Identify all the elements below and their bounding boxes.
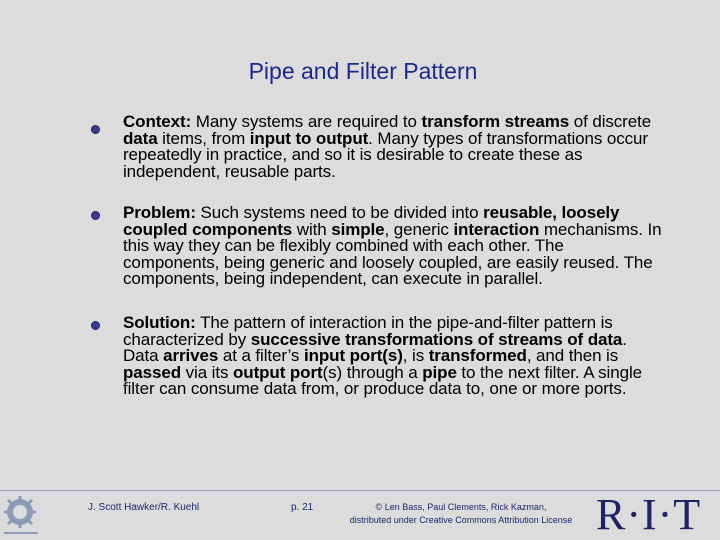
bullet-text: , is bbox=[402, 346, 429, 366]
bullet-text: Such systems need to be divided into bbox=[195, 203, 484, 222]
footer-page-number: p. 21 bbox=[291, 502, 314, 513]
bullet-text: via its bbox=[181, 362, 234, 382]
bullet-text: mechanisms. In this way they can be flexibly combined with each other. The components, being generic and loosely coupled, are easily reused. The components, being independent, can execute in parallel. bbox=[123, 219, 662, 289]
footer-author: J. Scott Hawker/R. Kuehl bbox=[88, 502, 200, 513]
bullet-text: with bbox=[292, 219, 332, 239]
bold-term: Solution: bbox=[123, 313, 196, 332]
bullet-marker-icon bbox=[91, 125, 100, 134]
bold-term: interaction bbox=[453, 219, 540, 239]
footer-copyright-line1: © Len Bass, Paul Clements, Rick Kazman, bbox=[375, 502, 547, 512]
bullet-solution bbox=[123, 315, 663, 398]
bold-term: output port bbox=[233, 362, 323, 382]
bullet-text: items, from bbox=[157, 128, 250, 148]
bullet-context bbox=[123, 114, 663, 180]
footer-copyright-line2: distributed under Creative Commons Attribution License bbox=[349, 515, 573, 525]
bold-term: transformed bbox=[428, 346, 527, 366]
bullet-text: of discrete bbox=[569, 112, 652, 131]
bullet-text: , and then is bbox=[526, 346, 619, 366]
bold-term: simple bbox=[331, 219, 385, 239]
bullet-text: (s) through a bbox=[322, 362, 423, 382]
rit-logo: R·I·T bbox=[596, 490, 702, 539]
bold-term: input to output bbox=[249, 128, 369, 148]
bullet-problem bbox=[123, 205, 663, 288]
bullet-text: . Data bbox=[123, 329, 627, 366]
footer-copyright bbox=[336, 502, 586, 525]
bold-term: input port(s) bbox=[303, 346, 403, 366]
bullet-marker-icon bbox=[91, 211, 100, 220]
bullet-text: The pattern of interaction in the pipe-and-filter pattern is characterized by bbox=[123, 313, 613, 349]
bullet-text: to the next filter. A single filter can consume data from, or produce data to, one or more ports. bbox=[123, 362, 642, 399]
bullet-text: Many systems are required to bbox=[191, 112, 422, 131]
bold-term: pipe bbox=[422, 362, 457, 382]
bullet-text: at a filter’s bbox=[218, 346, 304, 366]
bullet-marker-icon bbox=[91, 321, 100, 330]
bullet-text: , generic bbox=[384, 219, 454, 239]
bold-term: passed bbox=[123, 362, 181, 382]
software-engineering-logo-icon bbox=[0, 494, 45, 538]
bold-term: transform streams bbox=[421, 112, 570, 131]
bold-term: data bbox=[123, 128, 158, 148]
bold-term: Context: bbox=[123, 112, 192, 131]
bullet-text: . Many types of transformations occur repeatedly in practice, and so it is desirable to create these as independent, reusable parts. bbox=[123, 128, 648, 181]
bold-term: reusable, loosely coupled components bbox=[123, 203, 620, 239]
bold-term: Problem: bbox=[123, 203, 196, 222]
bold-term: arrives bbox=[163, 346, 219, 366]
slide-title: Pipe and Filter Pattern bbox=[248, 58, 478, 84]
bold-term: successive transformations of streams of data bbox=[250, 329, 623, 349]
